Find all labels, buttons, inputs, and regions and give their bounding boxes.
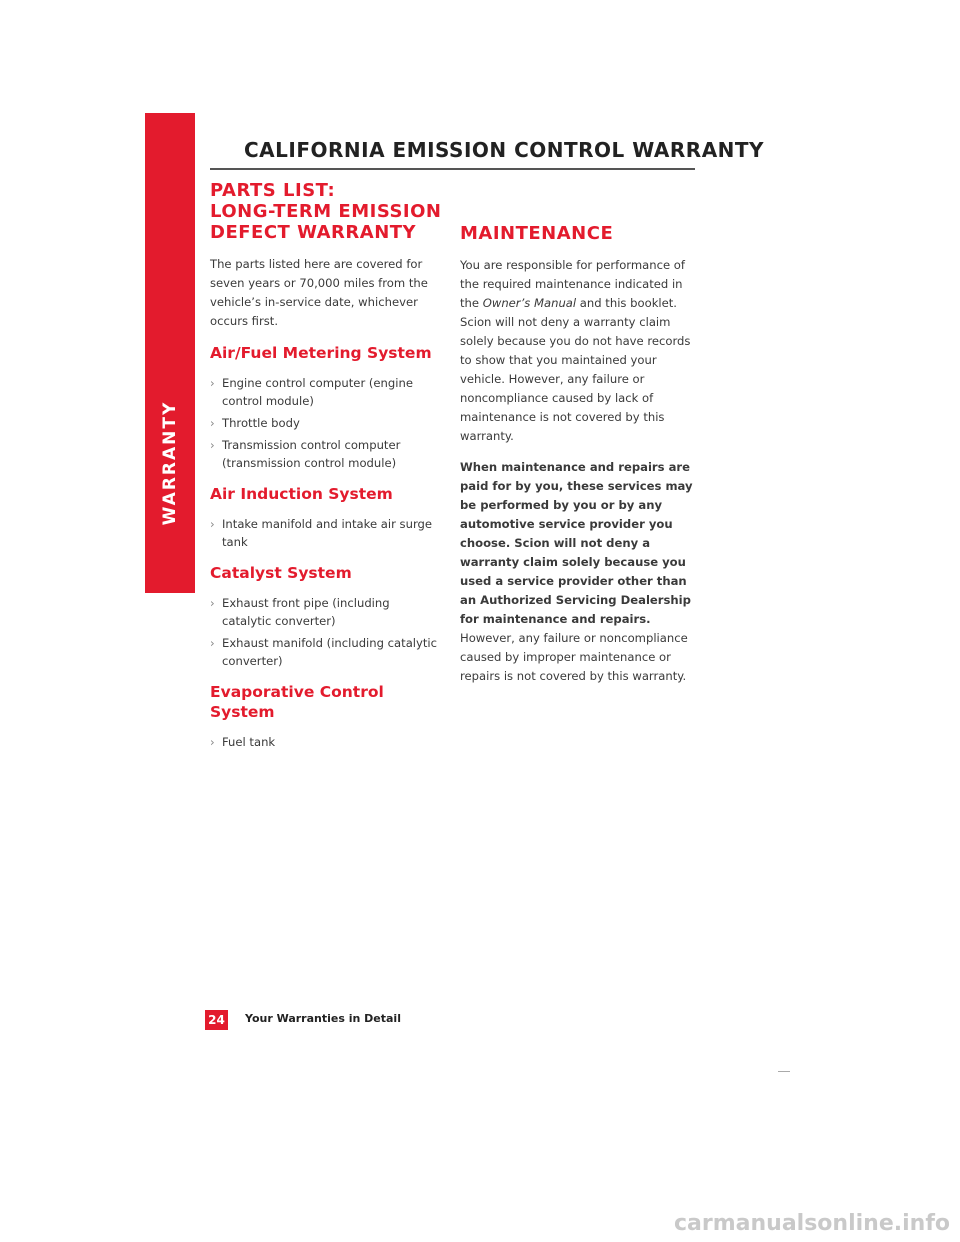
trim-mark [778, 1071, 790, 1072]
section-heading-catalyst: Catalyst System [210, 564, 352, 582]
chevron-right-icon: › [210, 438, 215, 452]
page-number-badge: 24 [205, 1010, 228, 1030]
list-item [210, 515, 442, 551]
section-list-air-fuel [210, 374, 442, 472]
list-item [210, 634, 442, 670]
list-item [210, 733, 442, 751]
para2-bold-text: When maintenance and repairs are paid for by you, these services may be performed by you or by any automotive service provider you choose. Scion will not deny a warranty claim solely because you used a service provider other than an Authorized Servicing Dealership for maintenance and repairs. [460, 460, 693, 626]
list-item-text: Transmission control computer (transmission control module) [222, 438, 401, 470]
parts-list-heading [210, 180, 442, 243]
parts-list-heading-line-1: PARTS LIST: [210, 180, 336, 201]
chevron-right-icon: › [210, 376, 215, 390]
chevron-right-icon: › [210, 636, 215, 650]
chevron-right-icon: › [210, 416, 215, 430]
list-item-text: Exhaust manifold (including catalytic converter) [222, 636, 438, 668]
maintenance-heading: MAINTENANCE [460, 223, 614, 244]
list-item [210, 436, 442, 472]
right-column [460, 180, 694, 686]
footer-section-title: Your Warranties in Detail [245, 1012, 401, 1025]
list-item-text: Engine control computer (engine control module) [222, 376, 413, 408]
maintenance-paragraph-2 [460, 458, 694, 686]
chevron-right-icon: › [210, 517, 215, 531]
parts-list-intro: The parts listed here are covered for seven years or 70,000 miles from the vehicle’s in-service date, whichever occurs first. [210, 257, 428, 328]
chevron-right-icon: › [210, 735, 215, 749]
left-column [210, 180, 442, 755]
parts-list-heading-line-3: DEFECT WARRANTY [210, 222, 417, 243]
section-list-evaporative [210, 733, 442, 751]
list-item-text: Intake manifold and intake air surge tank [222, 517, 433, 549]
sidebar-label-wrap [145, 113, 195, 593]
page-title: CALIFORNIA EMISSION CONTROL WARRANTY [244, 138, 765, 162]
list-item [210, 414, 442, 432]
list-item-text: Throttle body [222, 416, 300, 430]
list-item-text: Fuel tank [222, 735, 276, 749]
title-divider [210, 168, 695, 170]
list-item-text: Exhaust front pipe (including catalytic converter) [222, 596, 390, 628]
sidebar-label: WARRANTY [160, 400, 180, 526]
section-list-catalyst [210, 594, 442, 670]
para1-text-end: and this booklet. Scion will not deny a warranty claim solely because you do not have records to show that you maintained your vehicle. However, any failure or noncompliance caused by lack of maintenance is not covered by this warranty. [460, 296, 691, 443]
maintenance-paragraph-1 [460, 256, 694, 446]
section-list-air-induction [210, 515, 442, 551]
owners-manual-title: Owner’s Manual [482, 296, 577, 310]
sidebar-tab [145, 113, 195, 593]
chevron-right-icon: › [210, 596, 215, 610]
watermark-text: carmanualsonline.info [674, 1211, 950, 1236]
list-item [210, 594, 442, 630]
parts-list-heading-line-2: LONG-TERM EMISSION [210, 201, 442, 222]
para2-text-end: However, any failure or noncompliance caused by improper maintenance or repairs is not covered by this warranty. [460, 631, 688, 683]
section-heading-evaporative: Evaporative Control System [210, 683, 384, 721]
list-item [210, 374, 442, 410]
section-heading-air-fuel: Air/Fuel Metering System [210, 344, 432, 362]
para1-text-start: You are responsible for performance of the required maintenance indicated in the [460, 258, 685, 310]
section-heading-air-induction: Air Induction System [210, 485, 393, 503]
